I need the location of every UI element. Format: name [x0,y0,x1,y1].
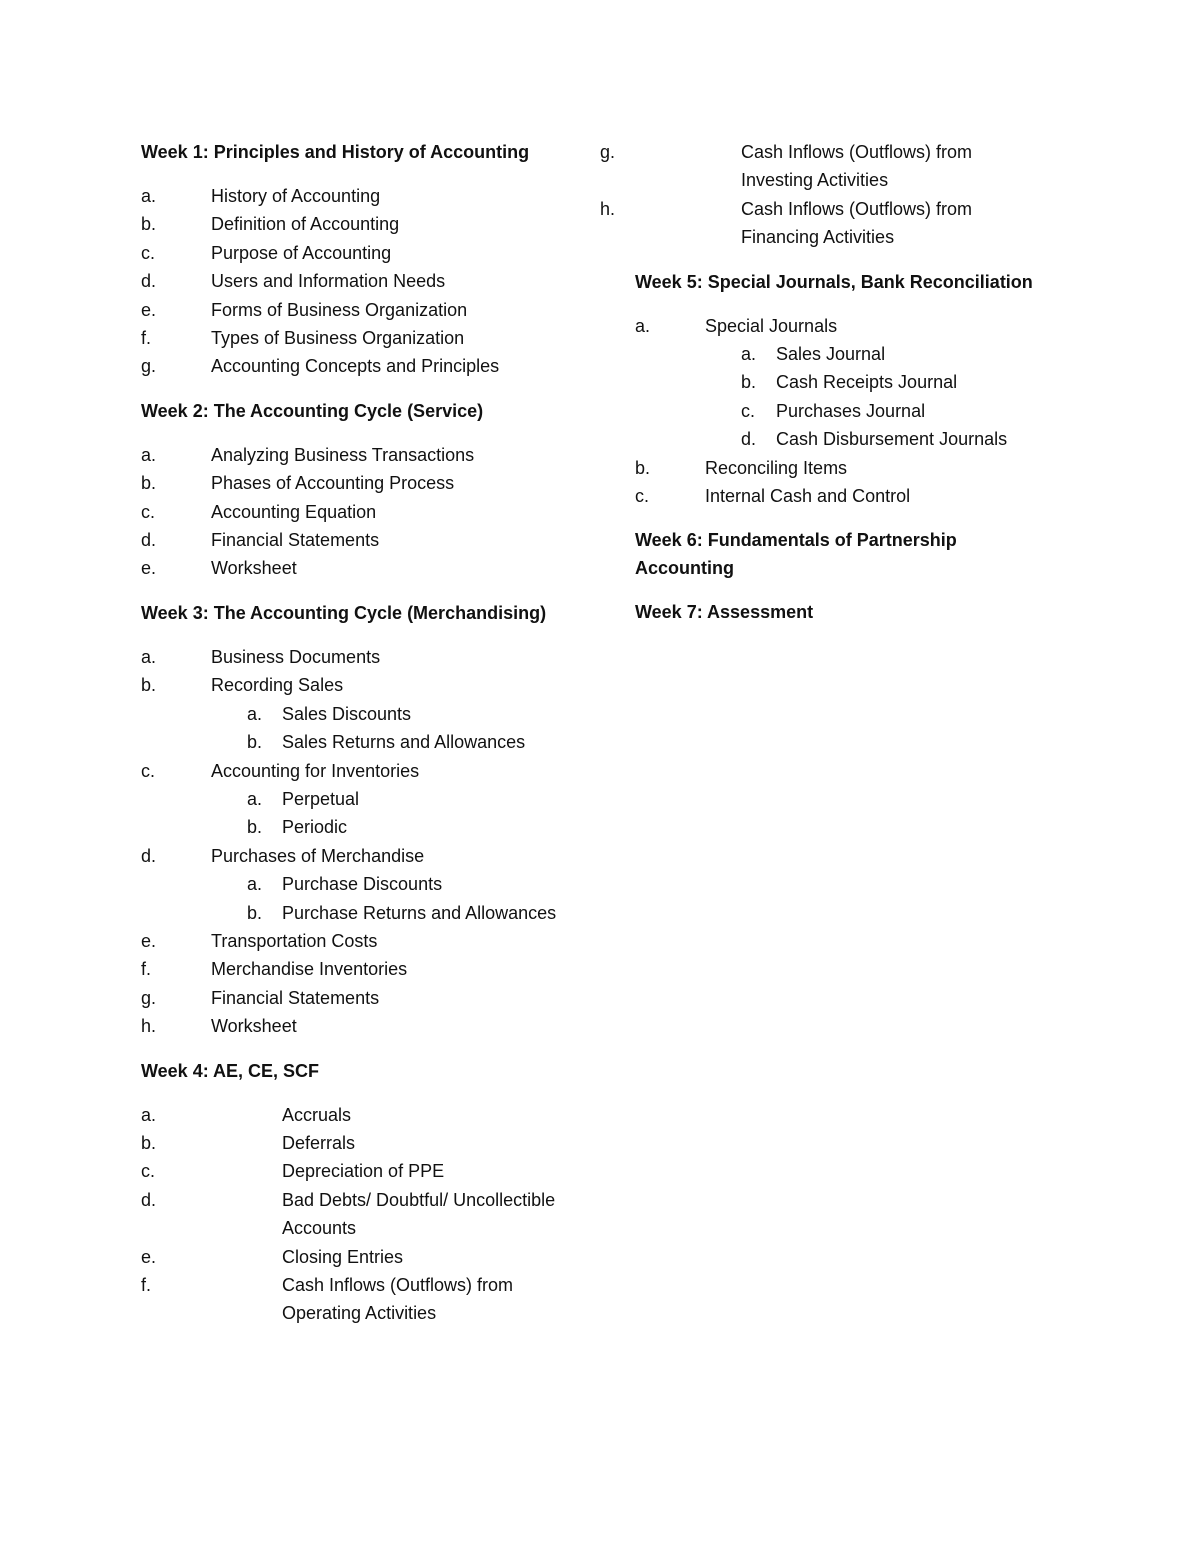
list-item-text: Sales Journal [776,344,886,365]
list-item [141,324,611,352]
list-item [141,1101,611,1129]
list-marker: b. [141,214,157,235]
list-marker: e. [141,930,157,951]
list-item [705,368,1085,396]
list-item [141,757,611,842]
list-marker: b. [141,675,157,696]
list-marker: d. [141,845,157,866]
list-item [141,671,611,756]
list-item-text: Purpose of Accounting [211,242,392,263]
list-item-text: Accounting for Inventories [211,760,420,781]
list-item [211,728,611,756]
list-item-text: Special Journals [705,315,838,336]
list-marker: d. [141,530,157,551]
week2-list [141,441,611,583]
week1-list [141,182,611,381]
list-marker: a. [141,1104,157,1125]
list-item [141,955,611,983]
list-item-text: Analyzing Business Transactions [211,444,475,465]
list-item [141,441,611,469]
list-marker: a. [247,788,263,809]
list-item-text: Closing Entries [282,1246,404,1267]
list-item [141,469,611,497]
week4-list-right [600,138,1085,252]
list-item-text: Financial Statements [211,530,380,551]
list-marker: a. [635,315,651,336]
list-item [211,899,611,927]
list-item-text: Cash Inflows (Outflows) from Financing Activities [741,198,973,248]
list-marker: h. [141,1016,157,1037]
left-column [141,138,611,1344]
list-item [600,138,1085,195]
list-marker: a. [247,874,263,895]
week6-heading: Week 6: Fundamentals of Partnership Accounting [635,530,957,579]
list-item-text: Worksheet [211,1016,297,1037]
list-item [141,1271,611,1328]
list-marker: e. [141,558,157,579]
week7-heading: Week 7: Assessment [635,602,814,623]
list-item-text: Types of Business Organization [211,328,465,349]
list-item-text: History of Accounting [211,186,381,206]
list-marker: c. [141,501,156,522]
list-item-text: Purchase Discounts [282,874,443,895]
list-item [211,785,611,813]
list-item [141,526,611,554]
list-item [635,454,1085,482]
week2-heading: Week 2: The Accounting Cycle (Service) [141,400,484,421]
list-item [211,700,611,728]
list-marker: f. [141,328,152,349]
list-marker: b. [247,732,263,753]
week3-list [141,643,611,1041]
list-marker: c. [741,400,756,421]
week1-heading: Week 1: Principles and History of Accounting [141,142,530,162]
list-marker: f. [141,1275,152,1295]
list-item [705,340,1085,368]
list-item [141,554,611,582]
week3-heading: Week 3: The Accounting Cycle (Merchandising) [141,602,547,623]
list-item-text: Worksheet [211,558,297,579]
list-item-text: Sales Returns and Allowances [282,732,526,753]
list-marker: c. [141,1161,156,1182]
list-item-text: Sales Discounts [282,703,412,724]
week4-list-left [141,1101,611,1328]
list-item-text: Purchase Returns and Allowances [282,902,557,923]
list-item [635,312,1085,454]
list-item [141,1157,611,1185]
list-marker: d. [141,271,157,292]
list-marker: a. [141,646,157,667]
list-item-text: Cash Receipts Journal [776,372,958,393]
list-marker: e. [141,299,157,320]
list-item-text: Deferrals [282,1132,356,1153]
list-item-text: Business Documents [211,646,381,667]
list-item [141,1012,611,1040]
list-marker: g. [141,987,157,1008]
sub-list [211,870,611,927]
list-item-text: Transportation Costs [211,930,378,951]
list-item [141,1129,611,1157]
list-marker: a. [741,344,757,365]
list-item-text: Financial Statements [211,987,380,1008]
list-marker: d. [741,429,757,450]
week4-heading: Week 4: AE, CE, SCF [141,1060,320,1081]
list-marker: b. [247,817,263,838]
list-item-text: Recording Sales [211,675,344,696]
list-marker: b. [247,902,263,923]
list-item-text: Purchases of Merchandise [211,845,425,866]
list-item-text: Cash Inflows (Outflows) from Operating Activities [282,1275,514,1324]
sub-list [705,340,1085,454]
sub-list [211,785,611,842]
list-marker: b. [741,372,757,393]
list-marker: h. [600,198,616,219]
list-item [141,296,611,324]
list-item [705,425,1085,453]
list-item-text: Accruals [282,1104,352,1125]
week5-list [635,312,1085,511]
list-item-text: Forms of Business Organization [211,299,468,320]
list-item-text: Internal Cash and Control [705,486,911,507]
list-item-text: Cash Inflows (Outflows) from Investing Activities [741,142,973,191]
list-item-text: Perpetual [282,788,360,809]
list-item [705,397,1085,425]
list-marker: a. [141,444,157,465]
list-item [211,870,611,898]
list-marker: c. [141,242,156,263]
list-marker: b. [141,1132,157,1153]
list-item-text: Users and Information Needs [211,271,446,292]
list-marker: g. [141,356,157,377]
list-marker: c. [141,760,156,781]
list-item-text: Reconciling Items [705,457,848,478]
right-column [600,138,1085,642]
list-marker: g. [600,142,616,162]
list-item-text: Accounting Equation [211,501,377,522]
list-item [141,842,611,927]
list-item [141,352,611,380]
list-item [635,482,1085,510]
sub-list [211,700,611,757]
list-item-text: Phases of Accounting Process [211,473,455,494]
list-item-text: Merchandise Inventories [211,959,408,980]
list-item [141,210,611,238]
list-item-text: Purchases Journal [776,400,926,421]
list-marker: a. [141,186,157,206]
list-item [141,267,611,295]
list-item-text: Bad Debts/ Doubtful/ Uncollectible Accounts [282,1189,556,1239]
list-marker: a. [247,703,263,724]
list-item-text: Depreciation of PPE [282,1161,445,1182]
list-item [211,813,611,841]
list-item-text: Cash Disbursement Journals [776,429,1008,450]
list-marker: b. [141,473,157,494]
list-item [141,239,611,267]
list-item [141,927,611,955]
list-marker: e. [141,1246,157,1267]
list-item [600,195,1085,252]
list-marker: c. [635,486,650,507]
list-item [141,984,611,1012]
list-item [141,1243,611,1271]
list-item [141,1186,611,1243]
list-item [141,643,611,671]
list-item [141,498,611,526]
list-marker: b. [635,457,651,478]
list-item-text: Periodic [282,817,348,838]
list-item-text: Definition of Accounting [211,214,400,235]
week5-heading: Week 5: Special Journals, Bank Reconciliation [635,271,1033,292]
list-marker: f. [141,959,152,980]
list-marker: d. [141,1189,157,1210]
list-item [141,182,611,210]
list-item-text: Accounting Concepts and Principles [211,356,500,377]
